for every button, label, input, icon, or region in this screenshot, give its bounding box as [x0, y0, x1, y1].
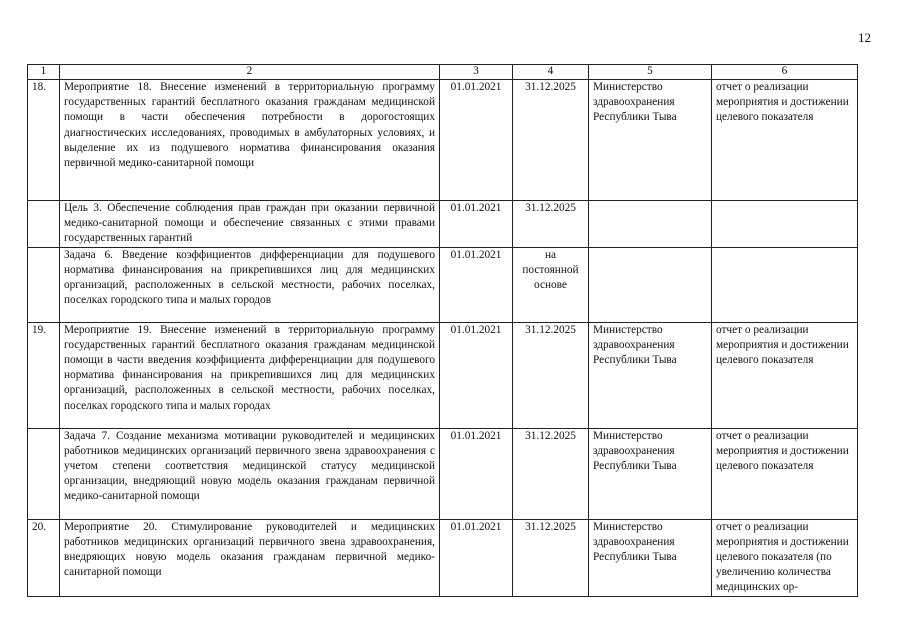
header-cell-4: 4 [513, 65, 589, 80]
row-description: Цель 3. Обеспечение соблюдения прав граждан при оказании первичной медико-санитарной помощи и обеспечение связанных с этими правами государственных гарантий [60, 201, 440, 248]
row-description: Мероприятие 19. Внесение изменений в территориальную программу государственных гарантий бесплатного оказания гражданам медицинской помощи в части введения коэффициента дифференциации для подушевого норматива финансирования на прикрепившихся лиц для медицинских организаций, расположенных в сельской местности, рабочих поселках, поселках городского типа и малых городах [60, 322, 440, 428]
row-end-date: 31.12.2025 [513, 428, 589, 519]
row-number: 19. [28, 322, 60, 428]
row-start-date: 01.01.2021 [440, 247, 513, 322]
table-row [28, 80, 858, 201]
table-row [28, 428, 858, 519]
header-cell-2: 2 [60, 65, 440, 80]
plan-table [27, 64, 858, 597]
row-end-date: 31.12.2025 [513, 80, 589, 201]
row-start-date: 01.01.2021 [440, 322, 513, 428]
row-end-date: 31.12.2025 [513, 322, 589, 428]
row-result: отчет о реализации мероприятия и достижении целевого показателя [712, 428, 858, 519]
row-description: Задача 7. Создание механизма мотивации руководителей и медицинских работников медицинских организаций первичного звена здравоохранения с учетом степени соответствия медицинской статусу медицинской организации, внедряющий новую модель оказания гражданам первичной медико-санитарной помощи [60, 428, 440, 519]
header-cell-6: 6 [712, 65, 858, 80]
header-cell-3: 3 [440, 65, 513, 80]
row-start-date: 01.01.2021 [440, 428, 513, 519]
header-cell-1: 1 [28, 65, 60, 80]
row-description: Мероприятие 20. Стимулирование руководителей и медицинских работников медицинских организаций первичного звена здравоохранения, внедряющих новую модель оказания гражданам первичной медико-санитарной помощи [60, 519, 440, 596]
row-result [712, 247, 858, 322]
header-cell-5: 5 [589, 65, 712, 80]
row-start-date: 01.01.2021 [440, 201, 513, 248]
row-end-date: 31.12.2025 [513, 519, 589, 596]
row-end-date: на постоянной основе [513, 247, 589, 322]
row-start-date: 01.01.2021 [440, 80, 513, 201]
row-description: Мероприятие 18. Внесение изменений в территориальную программу государственных гарантий бесплатного оказания гражданам медицинской помощи в части обеспечения потребности в дорогостоящих диагностических исследованиях, проводимых в амбулаторных условиях, и выделение их из подушевого норматива финансирования оказания первичной медико-санитарной помощи [60, 80, 440, 201]
row-number [28, 428, 60, 519]
row-result: отчет о реализации мероприятия и достижении целевого показателя [712, 322, 858, 428]
row-result: отчет о реализации мероприятия и достижении целевого показателя (по увеличению количества медицинских ор- [712, 519, 858, 596]
row-executor [589, 201, 712, 248]
row-result [712, 201, 858, 248]
row-number [28, 201, 60, 248]
table-row [28, 519, 858, 596]
row-number: 20. [28, 519, 60, 596]
row-result: отчет о реализации мероприятия и достижении целевого показателя [712, 80, 858, 201]
row-description: Задача 6. Введение коэффициентов дифференциации для подушевого норматива финансирования на прикрепившихся лиц для медицинских организаций, расположенных в сельской местности, рабочих поселках, поселках городского типа и малых городов [60, 247, 440, 322]
row-number: 18. [28, 80, 60, 201]
row-executor: Министерство здравоохранения Республики Тыва [589, 322, 712, 428]
row-number [28, 247, 60, 322]
table-row [28, 247, 858, 322]
table-header-row [28, 65, 858, 80]
row-end-date: 31.12.2025 [513, 201, 589, 248]
row-executor [589, 247, 712, 322]
page-number: 12 [858, 30, 871, 45]
row-executor: Министерство здравоохранения Республики Тыва [589, 519, 712, 596]
table-row [28, 201, 858, 248]
row-executor: Министерство здравоохранения Республики Тыва [589, 80, 712, 201]
table-row [28, 322, 858, 428]
row-start-date: 01.01.2021 [440, 519, 513, 596]
row-executor: Министерство здравоохранения Республики Тыва [589, 428, 712, 519]
